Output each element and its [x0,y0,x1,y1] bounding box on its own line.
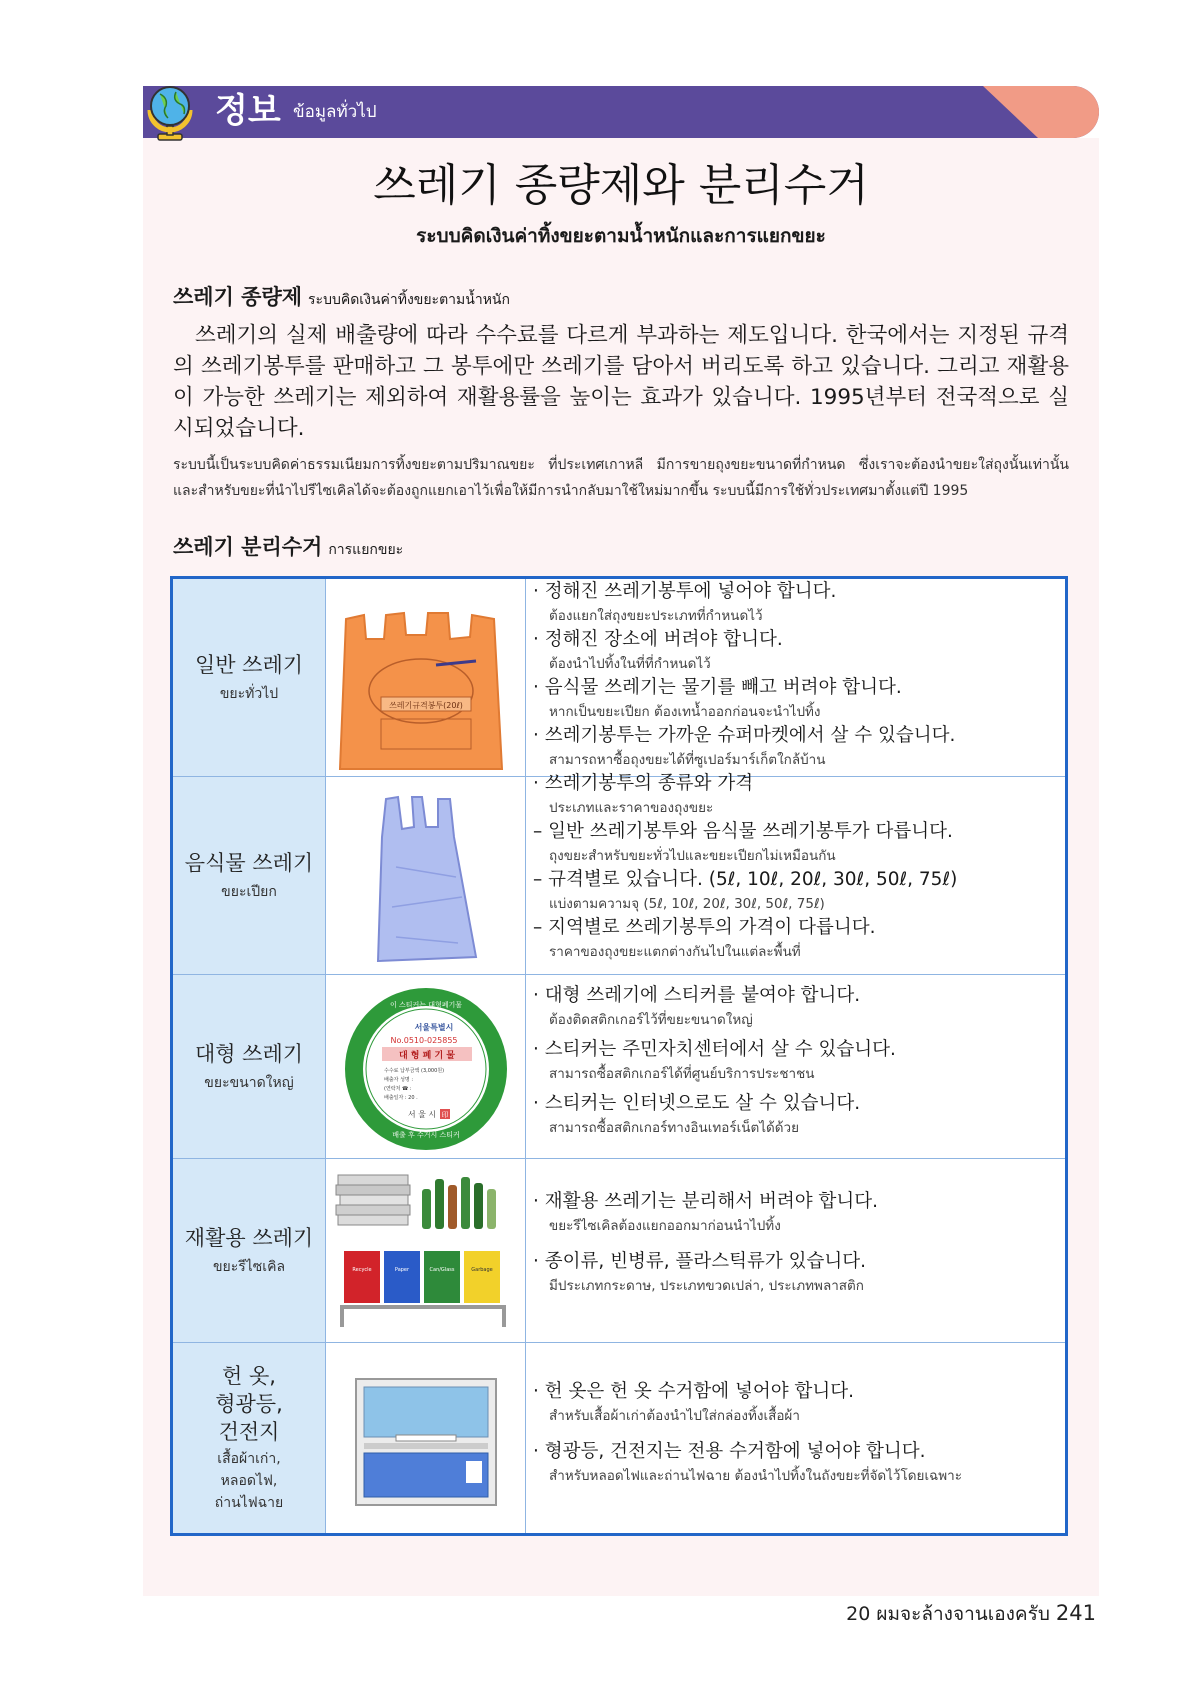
section-heading-separation [173,532,403,565]
item-th: ต้องติดสติกเกอร์ไว้ที่ขยะขนาดใหญ่ [549,1012,753,1028]
list-item [533,819,1063,867]
item-ko: – 규격별로 있습니다. (5ℓ, 10ℓ, 20ℓ, 30ℓ, 50ℓ, 75ℓ) [533,869,958,890]
category-th: ขยะทั่วไป [219,685,279,702]
item-ko: · 쓰레기봉투의 종류와 가격 [533,773,754,794]
sticker-ring-bottom: 배출 후 수거시 스티커 [392,1131,460,1139]
collection-box-image [326,1343,524,1531]
banner-subtitle: ข้อมูลทั่วไป [293,102,377,122]
category-th: ขยะเปียก [221,883,277,900]
chapter-title: 20 ผมจะล้างจานเองครับ [846,1603,1050,1625]
list-item [533,1037,1063,1085]
paragraph-th: ระบบนี้เป็นระบบคิดค่าธรรมเนียมการทิ้งขยะตามปริมาณขยะ ที่ประเทศเกาหลี มีการขายถุงขยะขนาดที่กำหนด ซึ่งเราจะต้องนำขยะใส่ถุงนั้นเท่านั้น และสำหรับขยะที่นำไปรีไซเคิลได้จะต้องถูกแยกเอาไว้เพื่อให้มีการนำกลับมาใช้ใหม่มากขึ้น ระบบนี้มีการใช้ทั่วประเทศมาตั้งแต่ปี 1995 [173,457,1069,499]
item-list [533,579,1063,963]
item-ko: · 스티커는 인터넷으로도 살 수 있습니다. [533,1093,861,1114]
item-th: แบ่งตามความจุ (5ℓ, 10ℓ, 20ℓ, 30ℓ, 50ℓ, 75ℓ) [549,896,825,912]
item-th: ต้องนำไปทิ้งในที่ที่กำหนดไว้ [549,656,711,672]
list-item [533,771,1063,819]
list-item [533,1439,1063,1487]
section-heading-pay-as-you-throw [173,282,510,315]
heading-ko: 쓰레기 분리수거 [173,535,323,559]
sticker-line4: 배출일자 : 20 . [384,1095,418,1101]
list-item [533,1249,1063,1297]
sticker-number: No.0510-025855 [390,1036,458,1045]
category-ko: 재활용 쓰레기 [184,1225,314,1250]
item-th: สำหรับหลอดไฟและถ่านไฟฉาย ต้องนำไปทิ้งในถังขยะที่จัดไว้โดยเฉพาะ [549,1468,962,1484]
category-ko: 건전지 [218,1420,280,1444]
category-ko: 음식물 쓰레기 [184,850,314,875]
page-title: 쓰레기 종량제와 분리수거 [373,160,869,211]
section-banner [143,86,1099,138]
bin-label: Garbage [471,1267,493,1273]
item-th: สามารถซื้อสติกเกอร์ได้ที่ศูนย์บริการประชาชน [549,1066,815,1082]
item-ko: · 종이류, 빈병류, 플라스틱류가 있습니다. [533,1251,866,1272]
category-th: ถ่านไฟฉาย [214,1495,284,1511]
list-item [533,1091,1063,1139]
list-item [533,627,1063,675]
item-ko: · 정해진 장소에 버려야 합니다. [533,629,783,650]
paragraph-ko: 쓰레기의 실제 배출량에 따라 수수료를 다르게 부과하는 제도입니다. 한국에서는 지정된 규격의 쓰레기봉투를 판매하고 그 봉투에만 쓰레기를 담아서 버리도록 하고 있습니다. 그리고 재활용이 가능한 쓰레기는 제외하여 재활용률을 높이는 효과가 있습니다. 1995년부터 전국적으로 실시되었습니다. [173,323,1069,441]
item-th: ขยะรีไซเคิลต้องแยกออกมาก่อนนำไปทิ้ง [549,1218,781,1234]
item-ko: · 재활용 쓰레기는 분리해서 버려야 합니다. [533,1191,878,1212]
category-cell [173,777,326,974]
item-th: หากเป็นขยะเปียก ต้องเทน้ำออกก่อนจะนำไปทิ้ง [549,704,821,720]
category-th: เสื้อผ้าเก่า, [217,1451,281,1467]
item-th: สำหรับเสื้อผ้าเก่าต้องนำไปใส่กล่องทิ้งเสื้อผ้า [549,1408,800,1424]
item-ko: · 형광등, 건전지는 전용 수거함에 넣어야 합니다. [533,1441,926,1462]
category-ko: 헌 옷, [222,1364,276,1388]
item-th: ถุงขยะสำหรับขยะทั่วไปและขยะเปียกไม่เหมือนกัน [549,848,836,864]
page-footer [846,1598,1096,1629]
sticker-seal: 印 [441,1111,449,1119]
sticker-city: 서울특별시 [414,1023,454,1032]
table-row-special [173,1343,1065,1533]
item-ko: · 쓰레기봉투는 가까운 슈퍼마켓에서 살 수 있습니다. [533,725,956,746]
globe-icon [140,80,200,144]
category-cell [173,579,326,776]
category-ko: 형광등, [215,1392,283,1416]
list-item [533,983,1063,1031]
item-th: สามารถหาซื้อถุงขยะได้ที่ซูเปอร์มาร์เก็ตใกล้บ้าน [549,752,826,768]
heading-th: การแยกขยะ [328,542,404,558]
sticker-ring-top: 이 스티커는 대형폐기물 [389,1001,463,1009]
item-th: มีประเภทกระดาษ, ประเภทขวดเปล่า, ประเภทพลาสติก [549,1278,864,1294]
bin-label: Recycle [352,1267,372,1273]
item-ko: · 정해진 쓰레기봉투에 넣어야 합니다. [533,581,837,602]
waste-table [170,576,1068,1536]
list-item [533,1379,1063,1427]
blue-bag-image [326,777,524,973]
item-th: ต้องแยกใส่ถุงขยะประเภทที่กำหนดไว้ [549,608,763,624]
list-item [533,867,1063,915]
item-ko: – 지역별로 쓰레기봉투의 가격이 다릅니다. [533,917,876,938]
page-number: 241 [1055,1601,1096,1625]
item-ko: · 스티커는 주민자치센터에서 살 수 있습니다. [533,1039,896,1060]
item-ko: – 일반 쓰레기봉투와 음식물 쓰레기봉투가 다릅니다. [533,821,953,842]
bin-label: Can/Glass [429,1267,455,1273]
item-th: ราคาของถุงขยะแตกต่างกันไปในแต่ละพื้นที่ [549,944,801,960]
text-cell [533,975,1063,1158]
sticker-label: 대 형 폐 기 물 [398,1051,456,1061]
item-ko: · 음식물 쓰레기는 물기를 빼고 버려야 합니다. [533,677,902,698]
text-cell [533,1159,1063,1342]
orange-bag-image [326,579,524,775]
bag-label: 쓰레기규격봉투(20ℓ) [389,701,463,710]
image-cell [326,579,526,776]
item-ko: · 대형 쓰레기에 스티커를 붙여야 합니다. [533,985,861,1006]
category-cell [173,1159,326,1342]
table-row-bulky [173,975,1065,1159]
list-item [533,723,1063,771]
sticker-line2: 배출자 성명 : [384,1077,414,1083]
banner-accent [913,86,1099,138]
heading-th: ระบบคิดเงินค่าทิ้งขยะตามน้ำหนัก [308,292,510,308]
category-ko: 대형 쓰레기 [194,1041,304,1066]
list-item [533,915,1063,963]
page-subtitle: ระบบคิดเงินค่าทิ้งขยะตามน้ำหนักและการแยกขยะ [416,225,826,247]
item-list [533,1189,1063,1297]
text-cell [533,1343,1063,1533]
banner-title: 정보 [215,91,281,131]
category-th: ขยะขนาดใหญ่ [204,1074,294,1091]
sticker-line3: (연락처 ☎ : [384,1086,412,1092]
sticker-ward: 서 울 시 [407,1110,437,1119]
banner-bar [143,86,1099,138]
list-item [533,675,1063,723]
list-item [533,1189,1063,1237]
sticker-image [326,975,524,1157]
image-cell [326,975,526,1158]
list-item [533,579,1063,627]
category-th: หลอดไฟ, [220,1473,278,1489]
image-cell [326,1343,526,1533]
category-cell [173,975,326,1158]
bin-label: Paper [394,1267,410,1273]
category-th: ขยะรีไซเคิล [212,1258,286,1275]
item-ko: · 헌 옷은 헌 옷 수거함에 넣어야 합니다. [533,1381,854,1402]
text-cell-general-food [533,579,1063,975]
table-row-recycle [173,1159,1065,1343]
image-cell [326,1159,526,1342]
item-list [533,1379,1063,1487]
image-cell [326,777,526,974]
item-th: สามารถซื้อสติกเกอร์ทางอินเทอร์เน็ตได้ด้วย [549,1120,800,1136]
category-ko: 일반 쓰레기 [194,652,304,677]
category-cell [173,1343,326,1533]
sticker-line1: 수수료 납부금액 (3,000원) [384,1068,445,1074]
item-th: ประเภทและราคาของถุงขยะ [549,800,714,816]
item-list [533,983,1063,1139]
recycling-image [326,1159,524,1341]
heading-ko: 쓰레기 종량제 [173,285,303,309]
